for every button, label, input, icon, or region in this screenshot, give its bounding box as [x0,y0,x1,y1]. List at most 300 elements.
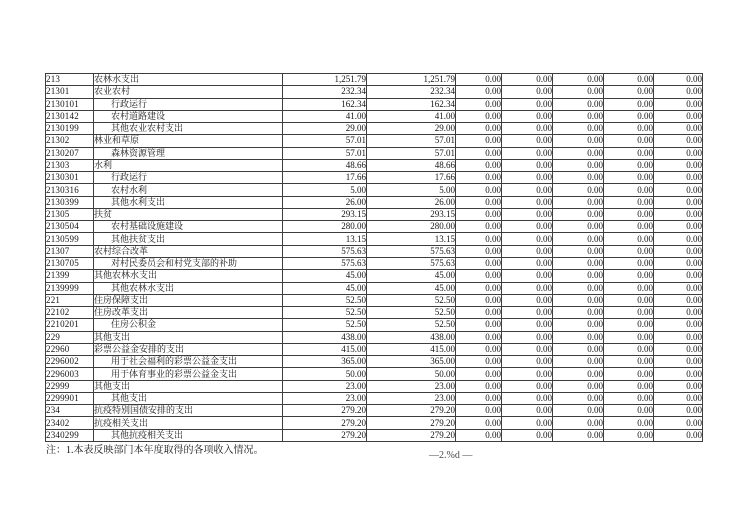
value-cell: 575.63 [367,245,456,257]
value-cell: 50.00 [367,368,456,380]
value-cell: 279.20 [283,417,367,429]
value-cell: 0.00 [604,343,654,355]
value-cell: 162.34 [283,98,367,110]
value-cell: 232.34 [367,86,456,98]
value-cell: 0.00 [604,172,654,184]
table-row [46,147,703,159]
value-cell: 0.00 [654,233,703,245]
code-cell: 2130504 [46,221,94,233]
value-cell: 57.01 [367,135,456,147]
name-cell: 抗疫特别国债安排的支出 [94,405,283,417]
value-cell: 0.00 [456,380,502,392]
name-cell: 其他农林水支出 [94,282,283,294]
name-cell: 森林资源管理 [94,147,283,159]
table-row [46,135,703,147]
value-cell: 293.15 [367,208,456,220]
value-cell: 0.00 [553,392,604,404]
value-cell: 41.00 [283,110,367,122]
value-cell: 50.00 [283,368,367,380]
value-cell: 0.00 [604,135,654,147]
code-cell: 21399 [46,270,94,282]
value-cell: 45.00 [367,270,456,282]
value-cell: 0.00 [654,184,703,196]
value-cell: 0.00 [604,86,654,98]
table-row [46,356,703,368]
table-row [46,307,703,319]
value-cell: 48.66 [283,159,367,171]
code-cell: 2130599 [46,233,94,245]
value-cell: 0.00 [502,368,553,380]
value-cell: 0.00 [604,221,654,233]
value-cell: 0.00 [502,147,553,159]
table-row [46,221,703,233]
value-cell: 0.00 [654,159,703,171]
value-cell: 0.00 [456,356,502,368]
value-cell: 0.00 [604,294,654,306]
value-cell: 0.00 [456,208,502,220]
value-cell: 0.00 [654,208,703,220]
name-cell: 扶贫 [94,208,283,220]
value-cell: 52.50 [283,319,367,331]
value-cell: 0.00 [502,110,553,122]
value-cell: 45.00 [283,282,367,294]
value-cell: 57.01 [283,135,367,147]
value-cell: 0.00 [502,196,553,208]
value-cell: 0.00 [604,196,654,208]
name-cell: 林业和草原 [94,135,283,147]
value-cell: 45.00 [367,282,456,294]
value-cell: 52.50 [283,294,367,306]
value-cell: 23.00 [283,380,367,392]
table-row [46,392,703,404]
name-cell: 抗疫相关支出 [94,417,283,429]
value-cell: 0.00 [654,343,703,355]
value-cell: 0.00 [553,147,604,159]
code-cell: 21307 [46,245,94,257]
value-cell: 0.00 [456,319,502,331]
value-cell: 0.00 [604,208,654,220]
value-cell: 41.00 [367,110,456,122]
value-cell: 0.00 [604,98,654,110]
value-cell: 0.00 [654,147,703,159]
value-cell: 0.00 [604,405,654,417]
value-cell: 0.00 [604,307,654,319]
name-cell: 其他水利支出 [94,196,283,208]
value-cell: 0.00 [502,257,553,269]
value-cell: 0.00 [502,135,553,147]
value-cell: 0.00 [604,110,654,122]
value-cell: 45.00 [283,270,367,282]
value-cell: 0.00 [654,196,703,208]
table-row [46,257,703,269]
name-cell: 其他农业农村支出 [94,123,283,135]
value-cell: 0.00 [604,429,654,441]
value-cell: 0.00 [654,405,703,417]
value-cell: 0.00 [502,405,553,417]
value-cell: 0.00 [456,98,502,110]
table-row [46,319,703,331]
value-cell: 0.00 [502,184,553,196]
code-cell: 2296003 [46,368,94,380]
page-number: —2.%d — [429,450,473,461]
value-cell: 0.00 [553,380,604,392]
value-cell: 279.20 [367,417,456,429]
name-cell: 其他支出 [94,392,283,404]
code-cell: 2130199 [46,123,94,135]
value-cell: 26.00 [367,196,456,208]
code-cell: 229 [46,331,94,343]
value-cell: 0.00 [502,208,553,220]
value-cell: 13.15 [283,233,367,245]
name-cell: 农村基础设施建设 [94,221,283,233]
name-cell: 农业农村 [94,86,283,98]
table-row [46,282,703,294]
value-cell: 23.00 [367,380,456,392]
value-cell: 0.00 [456,270,502,282]
value-cell: 0.00 [654,319,703,331]
value-cell: 0.00 [553,123,604,135]
value-cell: 0.00 [502,221,553,233]
name-cell: 住房改革支出 [94,307,283,319]
value-cell: 232.34 [283,86,367,98]
value-cell: 0.00 [604,184,654,196]
value-cell: 23.00 [283,392,367,404]
code-cell: 21303 [46,159,94,171]
name-cell: 农村水利 [94,184,283,196]
value-cell: 575.63 [283,257,367,269]
name-cell: 行政运行 [94,98,283,110]
value-cell: 0.00 [456,245,502,257]
code-cell: 234 [46,405,94,417]
value-cell: 0.00 [604,245,654,257]
value-cell: 0.00 [502,245,553,257]
budget-table [45,73,703,442]
value-cell: 0.00 [456,172,502,184]
value-cell: 0.00 [456,159,502,171]
name-cell: 彩票公益金安排的支出 [94,343,283,355]
code-cell: 2340299 [46,429,94,441]
value-cell: 0.00 [654,270,703,282]
value-cell: 0.00 [654,356,703,368]
value-cell: 0.00 [553,307,604,319]
value-cell: 0.00 [553,98,604,110]
value-cell: 0.00 [456,282,502,294]
value-cell: 0.00 [502,343,553,355]
table-row [46,184,703,196]
value-cell: 17.66 [283,172,367,184]
name-cell: 农林水支出 [94,74,283,86]
value-cell: 0.00 [553,405,604,417]
value-cell: 0.00 [456,307,502,319]
table-row [46,196,703,208]
value-cell: 52.50 [367,307,456,319]
table-row [46,159,703,171]
value-cell: 5.00 [283,184,367,196]
value-cell: 0.00 [502,74,553,86]
value-cell: 365.00 [283,356,367,368]
value-cell: 0.00 [553,270,604,282]
value-cell: 575.63 [283,245,367,257]
value-cell: 1,251.79 [367,74,456,86]
value-cell: 0.00 [553,356,604,368]
value-cell: 0.00 [553,172,604,184]
table-row [46,245,703,257]
value-cell: 0.00 [502,233,553,245]
value-cell: 0.00 [553,233,604,245]
code-cell: 22999 [46,380,94,392]
value-cell: 0.00 [553,86,604,98]
value-cell: 48.66 [367,159,456,171]
name-cell: 其他农林水支出 [94,270,283,282]
value-cell: 52.50 [367,319,456,331]
value-cell: 13.15 [367,233,456,245]
code-cell: 2210201 [46,319,94,331]
code-cell: 21305 [46,208,94,220]
value-cell: 0.00 [456,257,502,269]
value-cell: 0.00 [553,208,604,220]
code-cell: 2130316 [46,184,94,196]
value-cell: 0.00 [456,429,502,441]
value-cell: 279.20 [367,405,456,417]
value-cell: 0.00 [604,233,654,245]
code-cell: 2299901 [46,392,94,404]
code-cell: 22960 [46,343,94,355]
code-cell: 2130101 [46,98,94,110]
value-cell: 0.00 [604,74,654,86]
name-cell: 用于体育事业的彩票公益金支出 [94,368,283,380]
value-cell: 52.50 [283,307,367,319]
value-cell: 0.00 [654,123,703,135]
value-cell: 0.00 [654,417,703,429]
value-cell: 280.00 [283,221,367,233]
value-cell: 0.00 [654,135,703,147]
name-cell: 其他支出 [94,380,283,392]
value-cell: 279.20 [283,429,367,441]
value-cell: 0.00 [456,86,502,98]
value-cell: 0.00 [654,294,703,306]
value-cell: 23.00 [367,392,456,404]
value-cell: 0.00 [502,159,553,171]
value-cell: 0.00 [604,392,654,404]
value-cell: 279.20 [367,429,456,441]
value-cell: 575.63 [367,257,456,269]
value-cell: 0.00 [502,270,553,282]
value-cell: 279.20 [283,405,367,417]
table-row [46,294,703,306]
value-cell: 0.00 [654,74,703,86]
value-cell: 0.00 [654,368,703,380]
value-cell: 29.00 [367,123,456,135]
value-cell: 0.00 [456,417,502,429]
table-row [46,429,703,441]
name-cell: 行政运行 [94,172,283,184]
value-cell: 280.00 [367,221,456,233]
value-cell: 0.00 [553,282,604,294]
table-row [46,98,703,110]
table-row [46,208,703,220]
value-cell: 0.00 [654,392,703,404]
table-row [46,74,703,86]
value-cell: 0.00 [654,110,703,122]
value-cell: 0.00 [553,110,604,122]
value-cell: 0.00 [604,147,654,159]
name-cell: 住房保障支出 [94,294,283,306]
value-cell: 0.00 [456,331,502,343]
value-cell: 0.00 [604,417,654,429]
name-cell: 对村民委员会和村党支部的补助 [94,257,283,269]
footnote: 注：1.本表反映部门本年度取得的各项收入情况。 [46,445,264,456]
value-cell: 0.00 [502,86,553,98]
name-cell: 农村综合改革 [94,245,283,257]
value-cell: 0.00 [553,245,604,257]
value-cell: 0.00 [604,282,654,294]
value-cell: 0.00 [456,294,502,306]
value-cell: 0.00 [502,429,553,441]
value-cell: 0.00 [456,221,502,233]
value-cell: 0.00 [654,86,703,98]
value-cell: 438.00 [283,331,367,343]
value-cell: 0.00 [604,356,654,368]
value-cell: 0.00 [654,221,703,233]
value-cell: 0.00 [456,233,502,245]
name-cell: 其他扶贫支出 [94,233,283,245]
value-cell: 0.00 [456,123,502,135]
code-cell: 2130207 [46,147,94,159]
value-cell: 0.00 [553,429,604,441]
code-cell: 221 [46,294,94,306]
table-row [46,172,703,184]
value-cell: 0.00 [553,135,604,147]
value-cell: 0.00 [502,356,553,368]
value-cell: 0.00 [456,196,502,208]
value-cell: 0.00 [553,184,604,196]
value-cell: 0.00 [456,405,502,417]
value-cell: 57.01 [283,147,367,159]
value-cell: 0.00 [502,282,553,294]
value-cell: 0.00 [502,331,553,343]
value-cell: 0.00 [654,307,703,319]
value-cell: 0.00 [553,221,604,233]
value-cell: 0.00 [502,307,553,319]
table-row [46,123,703,135]
value-cell: 0.00 [553,343,604,355]
name-cell: 用于社会福利的彩票公益金支出 [94,356,283,368]
code-cell: 21302 [46,135,94,147]
value-cell: 0.00 [456,147,502,159]
table-row [46,343,703,355]
value-cell: 0.00 [456,343,502,355]
code-cell: 2296002 [46,356,94,368]
value-cell: 0.00 [604,123,654,135]
table-row [46,86,703,98]
value-cell: 365.00 [367,356,456,368]
value-cell: 0.00 [553,159,604,171]
value-cell: 5.00 [367,184,456,196]
value-cell: 0.00 [654,282,703,294]
value-cell: 415.00 [367,343,456,355]
value-cell: 0.00 [604,368,654,380]
value-cell: 415.00 [283,343,367,355]
value-cell: 0.00 [553,294,604,306]
value-cell: 0.00 [654,331,703,343]
value-cell: 0.00 [654,172,703,184]
value-cell: 17.66 [367,172,456,184]
value-cell: 0.00 [553,331,604,343]
value-cell: 0.00 [553,196,604,208]
value-cell: 0.00 [502,98,553,110]
value-cell: 0.00 [553,319,604,331]
value-cell: 0.00 [553,257,604,269]
name-cell: 其他抗疫相关支出 [94,429,283,441]
code-cell: 23402 [46,417,94,429]
value-cell: 438.00 [367,331,456,343]
value-cell: 1,251.79 [283,74,367,86]
value-cell: 0.00 [654,380,703,392]
value-cell: 0.00 [553,74,604,86]
value-cell: 0.00 [502,380,553,392]
code-cell: 22102 [46,307,94,319]
value-cell: 0.00 [604,270,654,282]
value-cell: 0.00 [654,257,703,269]
table-row [46,368,703,380]
code-cell: 2139999 [46,282,94,294]
value-cell: 0.00 [502,392,553,404]
value-cell: 162.34 [367,98,456,110]
code-cell: 2130301 [46,172,94,184]
value-cell: 0.00 [604,380,654,392]
table-row [46,405,703,417]
value-cell: 0.00 [456,392,502,404]
value-cell: 0.00 [456,368,502,380]
value-cell: 0.00 [502,319,553,331]
value-cell: 0.00 [456,184,502,196]
value-cell: 0.00 [604,319,654,331]
name-cell: 水利 [94,159,283,171]
table-row [46,331,703,343]
value-cell: 0.00 [502,123,553,135]
value-cell: 0.00 [553,417,604,429]
value-cell: 0.00 [456,110,502,122]
value-cell: 293.15 [283,208,367,220]
value-cell: 26.00 [283,196,367,208]
value-cell: 0.00 [604,257,654,269]
value-cell: 0.00 [502,417,553,429]
code-cell: 21301 [46,86,94,98]
table-row [46,233,703,245]
table-row [46,380,703,392]
value-cell: 0.00 [654,245,703,257]
value-cell: 29.00 [283,123,367,135]
name-cell: 其他支出 [94,331,283,343]
value-cell: 0.00 [456,74,502,86]
table-row [46,417,703,429]
code-cell: 2130399 [46,196,94,208]
code-cell: 213 [46,74,94,86]
value-cell: 0.00 [604,159,654,171]
value-cell: 0.00 [553,368,604,380]
value-cell: 52.50 [367,294,456,306]
value-cell: 0.00 [604,331,654,343]
value-cell: 0.00 [502,172,553,184]
name-cell: 住房公积金 [94,319,283,331]
name-cell: 农村道路建设 [94,110,283,122]
value-cell: 57.01 [367,147,456,159]
value-cell: 0.00 [654,98,703,110]
value-cell: 0.00 [654,429,703,441]
code-cell: 2130142 [46,110,94,122]
code-cell: 2130705 [46,257,94,269]
value-cell: 0.00 [456,135,502,147]
